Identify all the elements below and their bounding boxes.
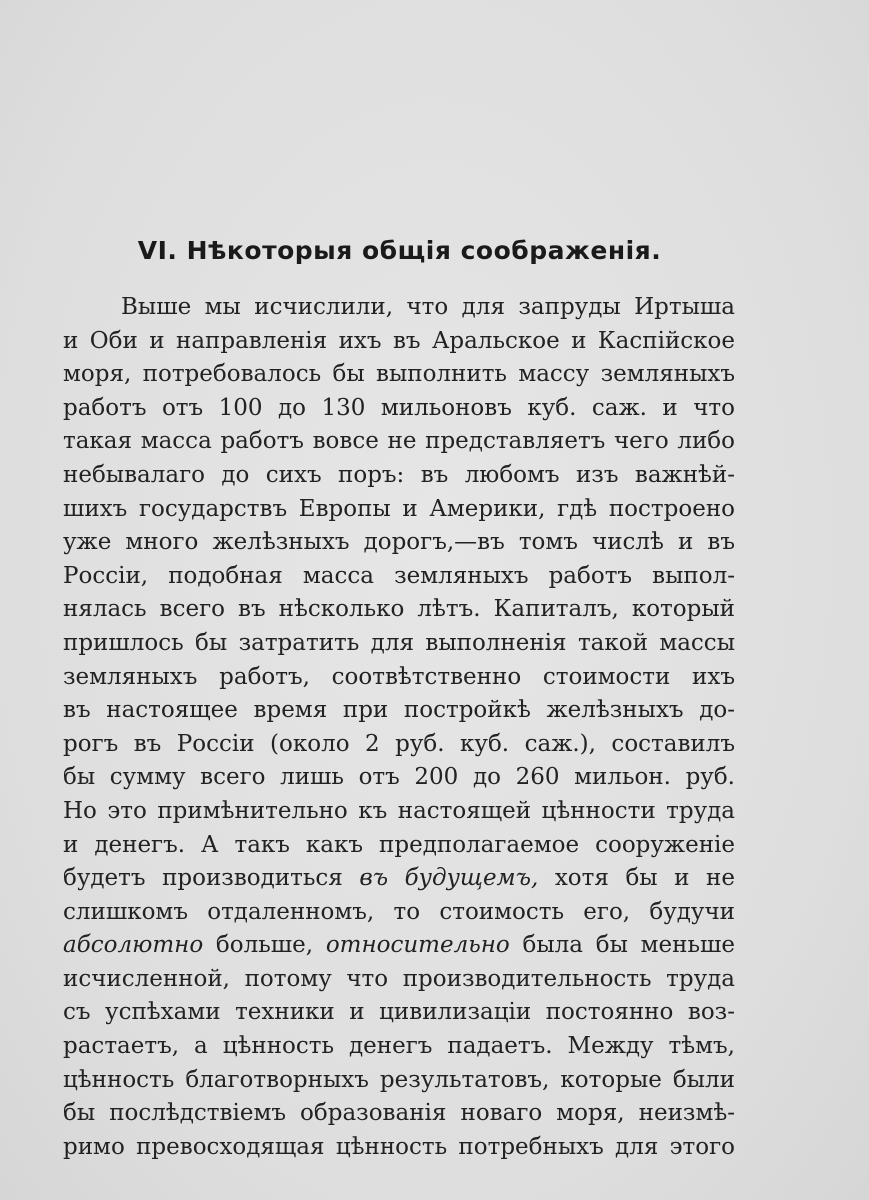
text-segment: хотя бы и не [538,865,735,892]
text-line: Выше мы исчислили, что для запруды Иртыша [121,294,735,320]
text-line: работъ отъ 100 до 130 мильоновъ куб. саж. и что [63,394,735,421]
text-line: и Оби и направленія ихъ въ Аральское и Каспійское [63,327,735,354]
text-segment: будетъ производиться [63,865,360,892]
emphasis-text: въ будущемъ, [359,865,539,892]
text-line: моря, потребовалось бы выполнить массу земляныхъ [63,361,735,388]
text-segment: была бы меньше [509,932,735,959]
text-line: бы послѣдствіемъ образованія новаго моря, неизмѣ- [63,1100,735,1127]
text-line: растаетъ, а цѣнность денегъ падаетъ. Между тѣмъ, [63,1033,735,1060]
text-line: пришлось бы затратить для выполненія такой массы [63,629,735,656]
text-line: уже много желѣзныхъ дорогъ,—въ томъ числѣ и въ [63,529,735,556]
text-line: Но это примѣнительно къ настоящей цѣнности труда [63,797,735,824]
text-line: шихъ государствъ Европы и Америки, гдѣ построено [63,495,735,522]
text-line: бы сумму всего лишь отъ 200 до 260 мильон. руб. [63,764,735,791]
text-line: такая масса работъ вовсе не представляетъ чего либо [63,428,735,455]
text-line: слишкомъ отдаленномъ, то стоимость его, будучи [63,898,735,925]
text-segment: больше, [203,932,326,959]
text-line: и денегъ. А такъ какъ предполагаемое сооруженіе [63,831,735,858]
text-line: римо превосходящая цѣнность потребныхъ для этого [63,1133,735,1160]
section-heading: VI. Нѣкоторыя общія соображенія. [137,236,662,265]
text-line: съ успѣхами техники и цивилизаціи постоянно воз- [63,999,735,1026]
text-line-with-emphasis [63,929,735,963]
emphasis-text: относительно [325,932,510,959]
emphasis-text: абсолютно [63,932,204,959]
text-line: нялась всего въ нѣсколько лѣтъ. Капиталъ, который [63,596,735,623]
text-line: Россіи, подобная масса земляныхъ работъ выпол- [63,562,735,589]
text-line: цѣнность благотворныхъ результатовъ, которые были [63,1066,735,1093]
text-line: небывалаго до сихъ поръ: въ любомъ изъ важнѣй- [63,461,735,488]
body-text [63,291,735,1164]
text-line-with-emphasis [63,862,735,896]
text-line: въ настоящее время при постройкѣ желѣзныхъ до- [63,697,735,724]
text-line: исчисленной, потому что производительность труда [63,965,735,992]
text-line: рогъ въ Россіи (около 2 руб. куб. саж.), составилъ [63,730,735,757]
text-line: земляныхъ работъ, соотвѣтственно стоимости ихъ [63,663,735,690]
